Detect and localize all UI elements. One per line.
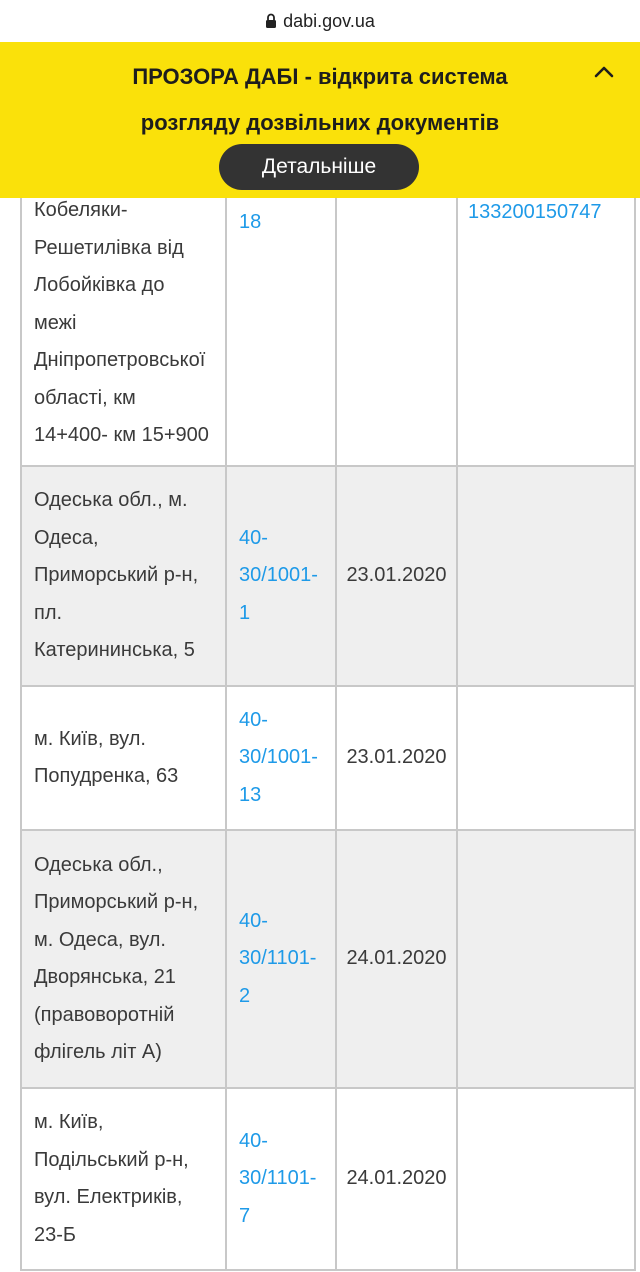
address-cell-line: Приморський р-н, [34,891,199,913]
collapse-banner-button[interactable] [590,60,618,88]
permit-number-link-line[interactable]: 30/1001- [239,746,318,769]
date-cell [336,151,457,466]
address-cell [21,830,226,1088]
chevron-up-icon [594,65,614,84]
address-cell-line: Дніпропетровської [34,349,206,371]
permit-number-link-line[interactable]: 7 [239,1204,251,1227]
address-cell-line: 23-Б [34,1223,77,1246]
registry-code-link[interactable] [457,830,635,1088]
table-row [21,466,635,686]
address-cell [21,1088,226,1270]
address-cell-text [34,482,213,670]
permit-number-link[interactable] [226,151,336,466]
date-cell-value: 24.01.2020 [346,947,447,970]
address-cell-line: Подільський р-н, [34,1148,189,1171]
permit-number-link-line[interactable]: 30/1101- [239,1167,317,1190]
address-cell-line: м. Київ, [34,1111,104,1133]
permit-number-link-line[interactable]: 18 [239,211,262,233]
permits-table [20,150,636,1271]
address-cell-line: Одеса, [34,526,99,549]
browser-url-bar[interactable] [0,0,640,42]
permit-number-link-line[interactable]: 30/1001- [239,564,318,587]
permit-number-link-line[interactable]: 40- [239,1129,268,1152]
registry-code-link[interactable] [457,1088,635,1270]
address-cell-line: 14+400- км 15+900 [34,424,209,446]
table-row [21,1088,635,1270]
date-cell [336,1088,457,1270]
lock-icon [265,13,277,29]
address-cell-line: Попудренка, 63 [34,765,179,787]
permit-number-link-line[interactable]: 40- [239,526,268,549]
permit-number-link-text[interactable] [239,702,323,815]
date-cell-text [345,739,448,777]
table-row [21,686,635,830]
date-cell-value: 23.01.2020 [346,564,447,587]
permit-number-link[interactable] [226,1088,336,1270]
address-cell-line: пл. [34,601,63,624]
address-cell-line: Катерининська, 5 [34,639,195,662]
address-cell-line: м. Київ, вул. [34,727,146,750]
address-cell-text [34,721,213,796]
address-cell-line: Одеська обл., м. [34,489,188,512]
permit-number-link-line[interactable]: 13 [239,783,262,806]
address-cell-line: межі [34,311,77,334]
registry-code-link-value[interactable]: 133200150747 [468,201,602,223]
address-cell [21,466,226,686]
date-cell-text [345,1160,448,1198]
address-cell-text [34,1104,213,1254]
date-cell-value: 23.01.2020 [346,746,447,769]
address-cell-line: м. Одеса, вул. [34,928,166,951]
permit-number-link-text[interactable] [239,903,323,1016]
permit-number-link[interactable] [226,466,336,686]
details-button[interactable]: Детальніше [219,144,419,190]
address-cell [21,686,226,830]
address-cell-line: Решетилівка від [34,236,184,259]
permit-number-link[interactable] [226,830,336,1088]
permit-number-link-text[interactable] [239,1123,323,1236]
permit-number-link-line[interactable]: 40- [239,708,268,731]
info-banner [0,42,640,198]
address-cell-line: Кобеляки- [34,199,128,221]
banner-title-line-2: розгляду дозвільних документів [140,110,500,135]
address-cell-line: (правоворотній [34,1003,175,1026]
address-cell-line: вул. Електриків, [34,1186,183,1208]
date-cell-value: 24.01.2020 [346,1167,447,1190]
url-text: dabi.gov.ua [283,10,375,31]
address-cell-line: області, км [34,386,136,409]
registry-code-link[interactable] [457,466,635,686]
permit-number-link-line[interactable]: 2 [239,984,251,1007]
address-cell-line: Одеська обл., [34,853,163,876]
permit-number-link-text[interactable] [239,520,323,633]
address-cell-line: Приморський р-н, [34,564,199,587]
banner-title [60,54,580,146]
date-cell [336,830,457,1088]
date-cell [336,466,457,686]
date-cell-text [345,940,448,978]
banner-title-line-1: ПРОЗОРА ДАБІ - відкрита система [132,64,508,89]
date-cell-text [345,557,448,595]
permit-number-link-line[interactable]: 30/1101- [239,947,317,970]
date-cell [336,686,457,830]
permit-number-link-line[interactable]: 1 [239,601,251,624]
address-cell-text [34,847,213,1072]
address-cell-line: Лобойківка до [34,274,165,296]
registry-code-link[interactable] [457,151,635,466]
table-row [21,830,635,1088]
address-cell-line: Дворянська, 21 [34,966,176,988]
registry-code-link[interactable] [457,686,635,830]
permit-number-link-line[interactable]: 40- [239,909,268,932]
permit-number-link[interactable] [226,686,336,830]
table-row [21,151,635,466]
address-cell-line: флігель літ А) [34,1041,162,1063]
address-cell [21,151,226,466]
